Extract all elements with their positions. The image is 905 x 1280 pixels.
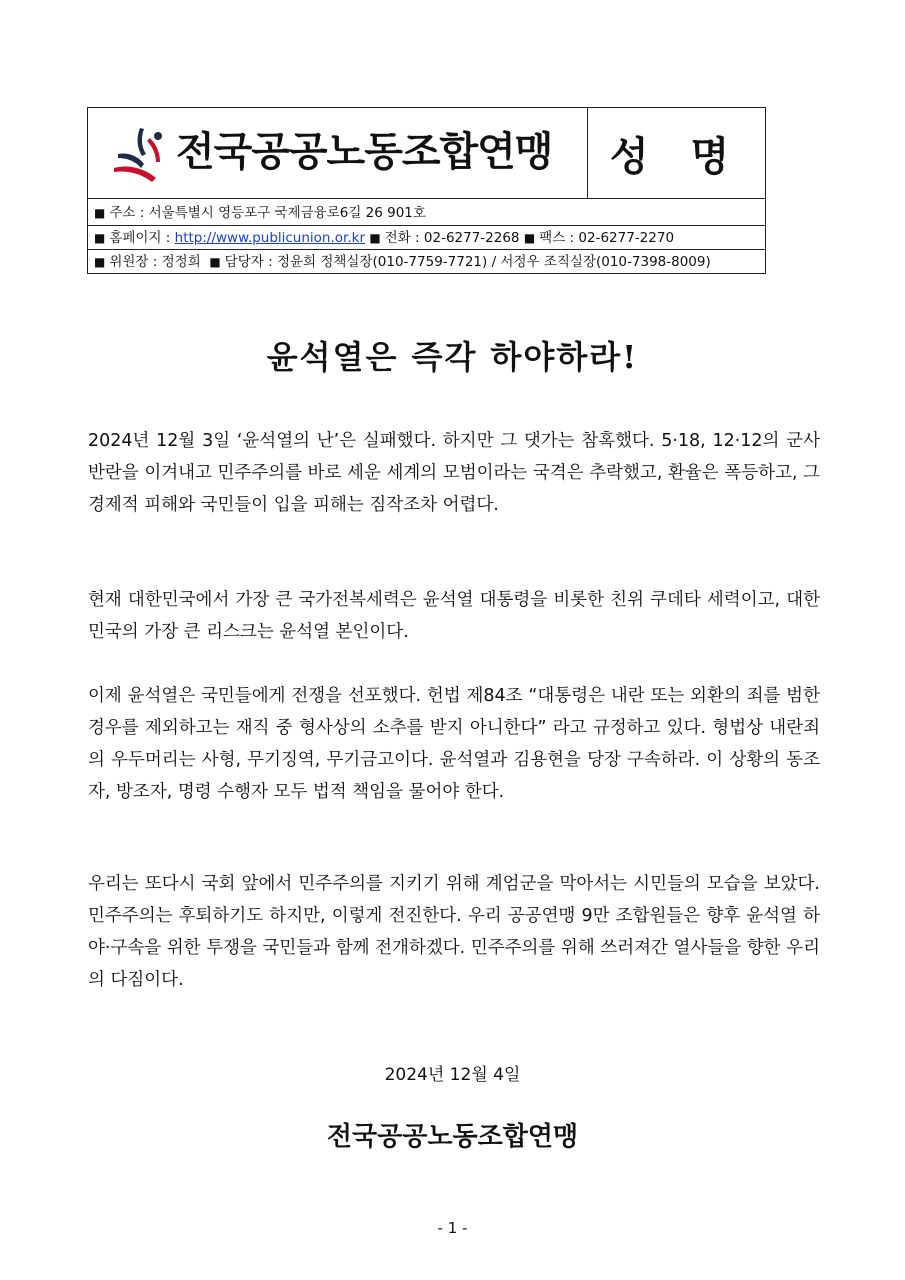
body-paragraph-4: 우리는 또다시 국회 앞에서 민주주의를 지키기 위해 계엄군을 막아서는 시민들의 모습을 보았다. 민주주의는 후퇴하기도 하지만, 이렇게 전진한다. 우리 공공연맹 9만 조합원들은 향후 윤석열 하야·구속을 위한 투쟁을 국민들과 함께 전개하겠다. 민주주의를 위해 쓰러져간 열사들을 향한 우리의 다짐이다.	[88, 874, 820, 990]
union-emblem-icon	[110, 124, 172, 186]
body-paragraph-3: 이제 윤석열은 국민들에게 전쟁을 선포했다. 헌법 제84조 “대통령은 내란 또는 외환의 죄를 범한 경우를 제외하고는 재직 중 형사상의 소추를 받지 아니한다” 라고 규정하고 있다. 형법상 내란죄의 우두머리는 사형, 무기징역, 무기금고이다. 윤석열과 김용현을 당장 구속하라. 이 상황의 동조자, 방조자, 명령 수행자 모두 법적 책임을 물어야 한다.	[88, 686, 820, 802]
org-logo	[88, 108, 588, 198]
chair-value: 정정희	[161, 254, 201, 270]
phone-value: 02-6277-2268	[423, 230, 520, 246]
bullet-square-icon: ■	[209, 255, 221, 269]
bullet-square-icon: ■	[94, 206, 106, 220]
contact-value: 정윤희 정책실장(010-7759-7721) / 서정우 조직실장(010-7398-8009)	[276, 254, 711, 270]
fax-value: 02-6277-2270	[578, 230, 675, 246]
people-row: ■ 위원장 : 정정희 ■ 담당자 : 정윤희 정책실장(010-7759-7721) / 서정우 조직실장(010-7398-8009)	[88, 249, 765, 274]
fax-label: 팩스	[539, 230, 566, 246]
org-logo-text: 전국공공노동조합연맹	[176, 128, 553, 175]
signature-org: 전국공공노동조합연맹	[326, 1122, 579, 1152]
statement-date: 2024년 12월 4일	[384, 1065, 521, 1085]
bullet-square-icon: ■	[94, 255, 106, 269]
address-value: 서울특별시 영등포구 국제금융로6길 26 901호	[148, 205, 426, 221]
web-phone-row: ■ 홈페이지 : http://www.publicunion.or.kr ■ 전화 : 02-6277-2268 ■ 팩스 : 02-6277-2270	[88, 225, 765, 250]
body-paragraph-2: 현재 대한민국에서 가장 큰 국가전복세력은 윤석열 대통령을 비롯한 친위 쿠데타 세력이고, 대한민국의 가장 큰 리스크는 윤석열 본인이다.	[88, 590, 820, 642]
address-label: 주소	[109, 205, 136, 221]
statement-headline: 윤석열은 즉각 하야하라!	[266, 338, 639, 376]
contact-info	[88, 198, 765, 273]
bullet-square-icon: ■	[523, 231, 536, 245]
homepage-label: 홈페이지	[109, 230, 162, 246]
chair-label: 위원장	[109, 254, 149, 270]
body-paragraph-1: 2024년 12월 3일 ‘윤석열의 난’은 실패했다. 하지만 그 댓가는 참혹했다. 5·18, 12·12의 군사반란을 이겨내고 민주주의를 바로 세운 세계의 모범이라는 국격은 추락했고, 환율은 폭등하고, 그 경제적 피해와 국민들이 입을 피해는 짐작조차 어렵다.	[88, 431, 820, 515]
homepage-link[interactable]: http://www.publicunion.or.kr	[174, 230, 366, 246]
bullet-square-icon: ■	[94, 231, 106, 245]
document-type-title: 성 명	[609, 133, 744, 180]
page-number: - 1 -	[437, 1219, 468, 1237]
bullet-square-icon: ■	[369, 231, 381, 245]
contact-label: 담당자	[224, 254, 264, 270]
letterhead	[87, 107, 766, 274]
phone-label: 전화	[384, 230, 411, 246]
address-row: ■ 주소 : 서울특별시 영등포구 국제금융로6길 26 901호	[94, 205, 426, 221]
